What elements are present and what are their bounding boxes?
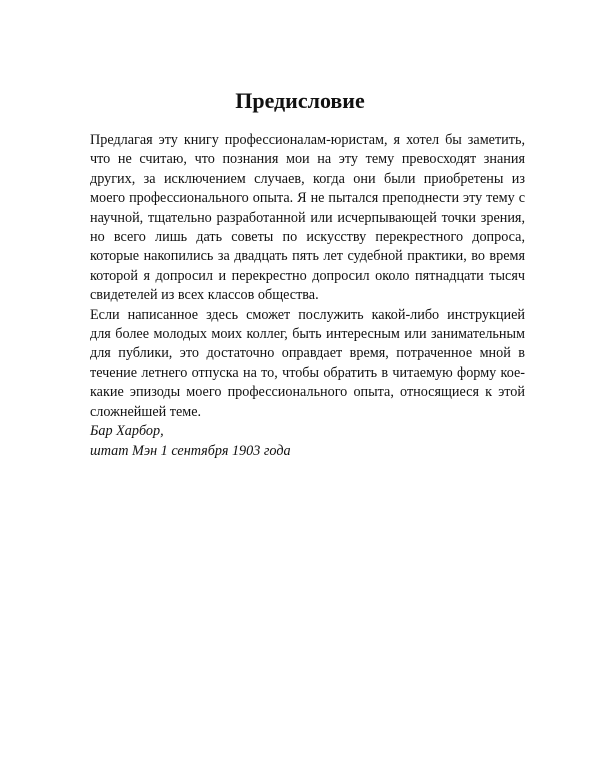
paragraph-line: но всего лишь дать советы по искусству перекрестного допроса, xyxy=(90,229,525,246)
paragraph-line: свидетелей из всех классов общества. xyxy=(90,287,319,304)
signature-place: Бар Харбор, xyxy=(90,423,164,440)
paragraph-line: течение летнего отпуска на то, чтобы обратить в читаемую форму кое- xyxy=(90,364,525,381)
paragraph-line: которой я допросил и перекрестно допросил около пятнадцати тысяч xyxy=(90,267,525,284)
preface-body xyxy=(75,131,525,461)
paragraph-line: моего профессионального опыта. Я не пытался преподнести эту тему с xyxy=(90,190,525,207)
paragraph-line: других, за исключением случаев, когда они были приобретены из xyxy=(90,170,525,187)
paragraph-line: что не считаю, что познания мои на эту тему превосходят знания xyxy=(90,151,525,168)
paragraph-line: Если написанное здесь сможет послужить какой-либо инструкцией xyxy=(90,306,525,323)
paragraph-line: научной, тщательно разработанной или исчерпывающей точки зрения, xyxy=(90,209,525,226)
signature-date: штат Мэн 1 сентября 1903 года xyxy=(90,442,291,459)
paragraph-1 xyxy=(75,131,525,306)
paragraph-line: какие эпизоды моего профессионального опыта, относящиеся к этой xyxy=(90,384,525,401)
paragraph-line: для более молодых моих коллег, быть интересным или занимательным xyxy=(90,326,525,343)
paragraph-line: сложнейшей теме. xyxy=(90,403,202,420)
paragraph-line: которые накопились за двадцать пять лет судебной практики, во время xyxy=(90,248,525,265)
paragraph-line: для публики, это достаточно оправдает время, потраченное мной в xyxy=(90,345,525,362)
paragraph-2 xyxy=(75,306,525,422)
page-title: Предисловие xyxy=(235,88,365,113)
paragraph-line: Предлагая эту книгу профессионалам-юристам, я хотел бы заметить, xyxy=(90,132,525,148)
